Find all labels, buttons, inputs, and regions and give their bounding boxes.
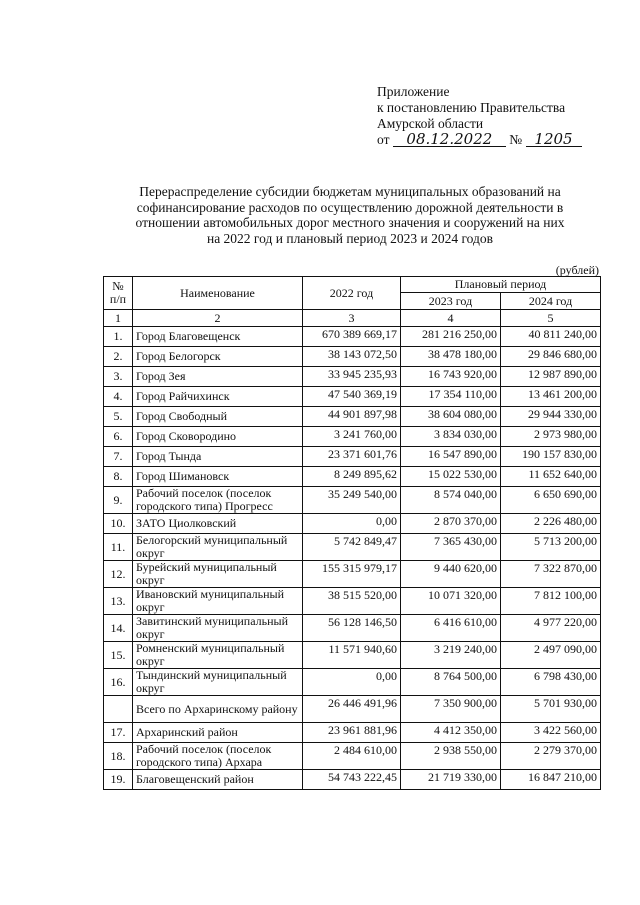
row-number: 15. <box>104 642 133 669</box>
value-2024: 16 847 210,00 <box>501 770 601 790</box>
value-2024: 13 461 200,00 <box>501 387 601 407</box>
value-2023: 8 574 040,00 <box>401 487 501 514</box>
appendix-line-3: Амурской области <box>377 116 484 131</box>
row-number: 19. <box>104 770 133 790</box>
number-prefix: № <box>509 132 523 147</box>
table-row <box>104 696 601 723</box>
value-2022: 8 249 895,62 <box>303 467 401 487</box>
value-2024: 11 652 640,00 <box>501 467 601 487</box>
index-cell: 4 <box>401 310 501 327</box>
value-2023: 10 071 320,00 <box>401 588 501 615</box>
row-name: Город Благовещенск <box>133 327 303 347</box>
value-2024: 7 812 100,00 <box>501 588 601 615</box>
row-name: Город Свободный <box>133 407 303 427</box>
row-number: 18. <box>104 743 133 770</box>
row-name: Город Райчихинск <box>133 387 303 407</box>
table-row <box>104 743 601 770</box>
row-name: Ивановский муниципальный округ <box>133 588 303 615</box>
value-2023: 15 022 530,00 <box>401 467 501 487</box>
value-2024: 29 944 330,00 <box>501 407 601 427</box>
index-cell: 1 <box>104 310 133 327</box>
row-name: Рабочий поселок (поселок городского типа) Архара <box>133 743 303 770</box>
row-name: Тындинский муниципальный округ <box>133 669 303 696</box>
value-2023: 9 440 620,00 <box>401 561 501 588</box>
table-row <box>104 387 601 407</box>
table-row <box>104 561 601 588</box>
row-name: Город Зея <box>133 367 303 387</box>
row-name: Рабочий поселок (поселок городского типа) Прогресс <box>133 487 303 514</box>
table-row <box>104 723 601 743</box>
index-cell: 5 <box>501 310 601 327</box>
value-2022: 38 515 520,00 <box>303 588 401 615</box>
value-2023: 3 834 030,00 <box>401 427 501 447</box>
row-name: Благовещенский район <box>133 770 303 790</box>
row-name: ЗАТО Циолковский <box>133 514 303 534</box>
value-2023: 8 764 500,00 <box>401 669 501 696</box>
row-number: 16. <box>104 669 133 696</box>
table-row <box>104 367 601 387</box>
table-row <box>104 467 601 487</box>
table-row <box>104 770 601 790</box>
value-2023: 6 416 610,00 <box>401 615 501 642</box>
value-2023: 4 412 350,00 <box>401 723 501 743</box>
row-number: 12. <box>104 561 133 588</box>
header-planned-period: Плановый период <box>401 277 601 293</box>
row-number: 4. <box>104 387 133 407</box>
header-2022: 2022 год <box>303 277 401 310</box>
row-number: 3. <box>104 367 133 387</box>
value-2022: 44 901 897,98 <box>303 407 401 427</box>
appendix-block <box>377 84 582 148</box>
value-2022: 0,00 <box>303 669 401 696</box>
date-prefix: от <box>377 132 390 147</box>
title-line-4: на 2022 год и плановый период 2023 и 2024 годов <box>206 230 494 246</box>
value-2023: 16 547 890,00 <box>401 447 501 467</box>
row-name: Город Сковородино <box>133 427 303 447</box>
value-2024: 2 279 370,00 <box>501 743 601 770</box>
value-2023: 2 870 370,00 <box>401 514 501 534</box>
table-row <box>104 347 601 367</box>
value-2024: 40 811 240,00 <box>501 327 601 347</box>
value-2024: 7 322 870,00 <box>501 561 601 588</box>
row-number: 8. <box>104 467 133 487</box>
appendix-date-line <box>377 132 582 148</box>
appendix-line-1: Приложение <box>377 84 450 99</box>
value-2022: 0,00 <box>303 514 401 534</box>
value-2022: 3 241 760,00 <box>303 427 401 447</box>
row-name: Завитинский муниципальный округ <box>133 615 303 642</box>
row-number: 10. <box>104 514 133 534</box>
subsidy-table <box>103 276 601 790</box>
table-row <box>104 588 601 615</box>
table-row <box>104 407 601 427</box>
value-2022: 11 571 940,60 <box>303 642 401 669</box>
row-number: 9. <box>104 487 133 514</box>
value-2022: 5 742 849,47 <box>303 534 401 561</box>
table-row <box>104 534 601 561</box>
value-2024: 2 226 480,00 <box>501 514 601 534</box>
value-2023: 7 365 430,00 <box>401 534 501 561</box>
row-name: Бурейский муниципальный округ <box>133 561 303 588</box>
value-2024: 6 650 690,00 <box>501 487 601 514</box>
value-2024: 6 798 430,00 <box>501 669 601 696</box>
row-number: 6. <box>104 427 133 447</box>
row-name: Город Тында <box>133 447 303 467</box>
document-title <box>100 184 600 246</box>
unit-label: (рублей) <box>555 263 599 277</box>
header-2024: 2024 год <box>501 293 601 310</box>
handwritten-date: 08.12.2022 <box>393 132 506 147</box>
row-name: Белогорский муниципальный округ <box>133 534 303 561</box>
value-2022: 38 143 072,50 <box>303 347 401 367</box>
row-number: 2. <box>104 347 133 367</box>
title-line-1: Перераспределение субсидии бюджетам муниципальных образований на <box>139 184 561 199</box>
row-number: 7. <box>104 447 133 467</box>
value-2022: 23 371 601,76 <box>303 447 401 467</box>
value-2022: 155 315 979,17 <box>303 561 401 588</box>
value-2023: 3 219 240,00 <box>401 642 501 669</box>
title-line-2: софинансирование расходов по осуществлению дорожной деятельности в <box>136 199 564 215</box>
row-number: 5. <box>104 407 133 427</box>
index-cell: 3 <box>303 310 401 327</box>
row-name: Всего по Архаринскому району <box>133 696 303 723</box>
header-2023: 2023 год <box>401 293 501 310</box>
value-2022: 56 128 146,50 <box>303 615 401 642</box>
value-2024: 5 701 930,00 <box>501 696 601 723</box>
value-2022: 2 484 610,00 <box>303 743 401 770</box>
value-2024: 4 977 220,00 <box>501 615 601 642</box>
value-2022: 35 249 540,00 <box>303 487 401 514</box>
row-number: 14. <box>104 615 133 642</box>
value-2024: 29 846 680,00 <box>501 347 601 367</box>
value-2022: 47 540 369,19 <box>303 387 401 407</box>
value-2023: 281 216 250,00 <box>401 327 501 347</box>
value-2023: 7 350 900,00 <box>401 696 501 723</box>
row-number: 17. <box>104 723 133 743</box>
row-name: Архаринский район <box>133 723 303 743</box>
row-name: Город Шимановск <box>133 467 303 487</box>
table-row <box>104 447 601 467</box>
value-2022: 670 389 669,17 <box>303 327 401 347</box>
table-row <box>104 642 601 669</box>
value-2022: 23 961 881,96 <box>303 723 401 743</box>
row-name: Ромненский муниципальный округ <box>133 642 303 669</box>
handwritten-number: 1205 <box>526 132 582 147</box>
appendix-line-2: к постановлению Правительства <box>377 100 566 115</box>
table-row <box>104 487 601 514</box>
value-2023: 16 743 920,00 <box>401 367 501 387</box>
value-2023: 21 719 330,00 <box>401 770 501 790</box>
table-row <box>104 427 601 447</box>
value-2024: 5 713 200,00 <box>501 534 601 561</box>
value-2022: 26 446 491,96 <box>303 696 401 723</box>
value-2023: 38 478 180,00 <box>401 347 501 367</box>
table-row <box>104 669 601 696</box>
value-2022: 33 945 235,93 <box>303 367 401 387</box>
row-number <box>104 696 133 723</box>
header-name: Наименование <box>133 277 303 310</box>
value-2024: 2 973 980,00 <box>501 427 601 447</box>
index-cell: 2 <box>133 310 303 327</box>
row-number: 1. <box>104 327 133 347</box>
header-num: № п/п <box>104 277 133 310</box>
row-name: Город Белогорск <box>133 347 303 367</box>
value-2023: 2 938 550,00 <box>401 743 501 770</box>
row-number: 13. <box>104 588 133 615</box>
table-row <box>104 615 601 642</box>
value-2023: 17 354 110,00 <box>401 387 501 407</box>
value-2024: 2 497 090,00 <box>501 642 601 669</box>
value-2024: 3 422 560,00 <box>501 723 601 743</box>
value-2022: 54 743 222,45 <box>303 770 401 790</box>
index-row <box>104 310 601 327</box>
table-row <box>104 514 601 534</box>
value-2024: 12 987 890,00 <box>501 367 601 387</box>
value-2024: 190 157 830,00 <box>501 447 601 467</box>
value-2023: 38 604 080,00 <box>401 407 501 427</box>
title-line-3: отношении автомобильных дорог местного значения и сооружений на них <box>135 215 565 230</box>
row-number: 11. <box>104 534 133 561</box>
table-row <box>104 327 601 347</box>
